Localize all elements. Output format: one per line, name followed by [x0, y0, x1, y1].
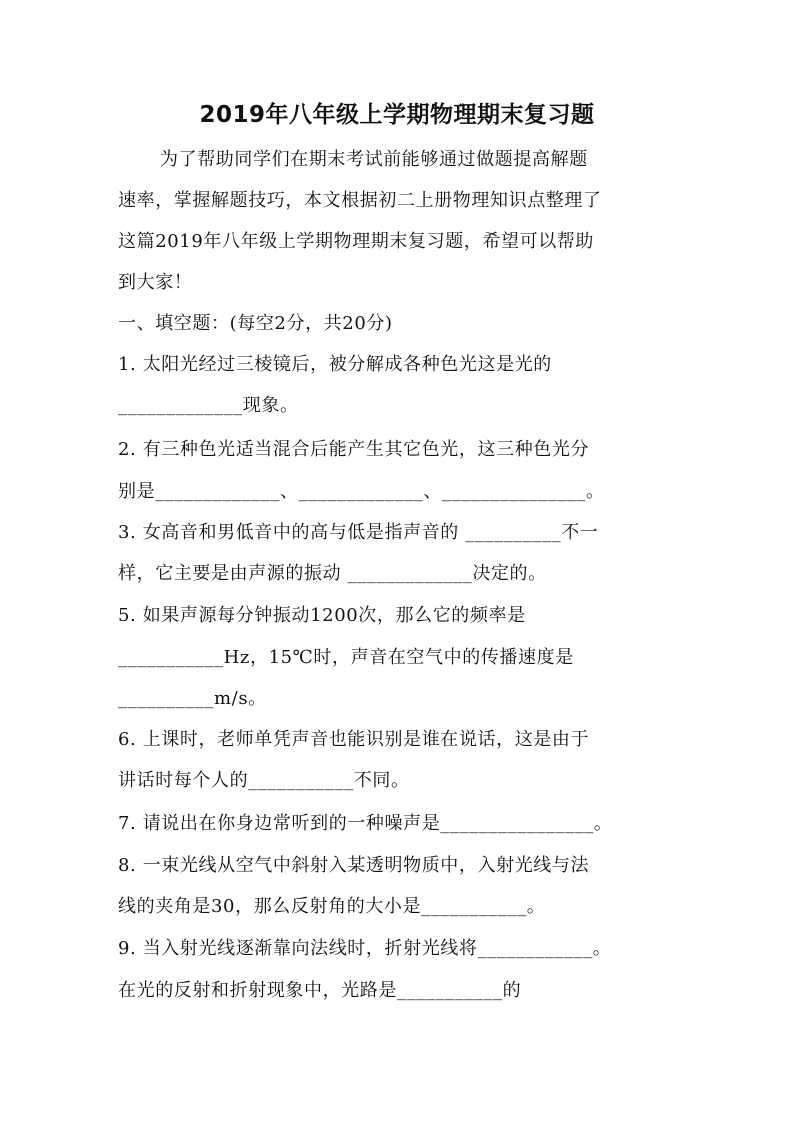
- question-5-line-1: 5. 如果声源每分钟振动1200次，那么它的频率是: [118, 605, 526, 626]
- question-6-line-1: 6. 上课时，老师单凭声音也能识别是谁在说话，这是由于: [118, 729, 590, 750]
- question-3-line-2: 样，它主要是由声源的振动 _____________决定的。: [118, 563, 547, 584]
- question-1-line-1: 1. 太阳光经过三棱镜后，被分解成各种色光这是光的: [118, 354, 552, 375]
- question-2-line-2: 别是_____________、_____________、_______________。: [118, 481, 605, 502]
- question-9-line-2: 在光的反射和折射现象中，光路是___________的: [118, 980, 522, 1001]
- question-6-line-2: 讲话时每个人的___________不同。: [118, 770, 410, 791]
- text-line-intro-3: 这篇2019年八年级上学期物理期末复习题，希望可以帮助: [118, 231, 595, 252]
- text-line-intro-2: 速率，掌握解题技巧，本文根据初二上册物理知识点整理了: [118, 190, 602, 211]
- question-1-line-2: _____________现象。: [118, 395, 299, 416]
- question-2-line-1: 2. 有三种色光适当混合后能产生其它色光，这三种色光分: [118, 439, 590, 460]
- question-8-line-1: 8. 一束光线从空气中斜射入某透明物质中，入射光线与法: [118, 855, 590, 876]
- question-3-line-1: 3. 女高音和男低音中的高与低是指声音的 __________不一: [118, 522, 599, 543]
- question-8-line-2: 线的夹角是30，那么反射角的大小是___________。: [118, 896, 546, 917]
- question-9-line-1: 9. 当入射光线逐渐靠向法线时，折射光线将____________。: [118, 938, 612, 959]
- text-line-intro-1: 为了帮助同学们在期末考试前能够通过做题提高解题: [160, 149, 588, 170]
- text-line-intro-4: 到大家！: [118, 272, 193, 293]
- document-title: 2019年八年级上学期物理期末复习题: [199, 102, 595, 128]
- question-5-line-3: __________m/s。: [118, 688, 267, 709]
- section-heading: 一、填空题：(每空2分，共20分): [118, 313, 393, 334]
- question-5-line-2: ___________Hz，15℃时，声音在空气中的传播速度是: [118, 647, 574, 668]
- question-7-line-1: 7. 请说出在你身边常听到的一种噪声是________________。: [118, 813, 613, 834]
